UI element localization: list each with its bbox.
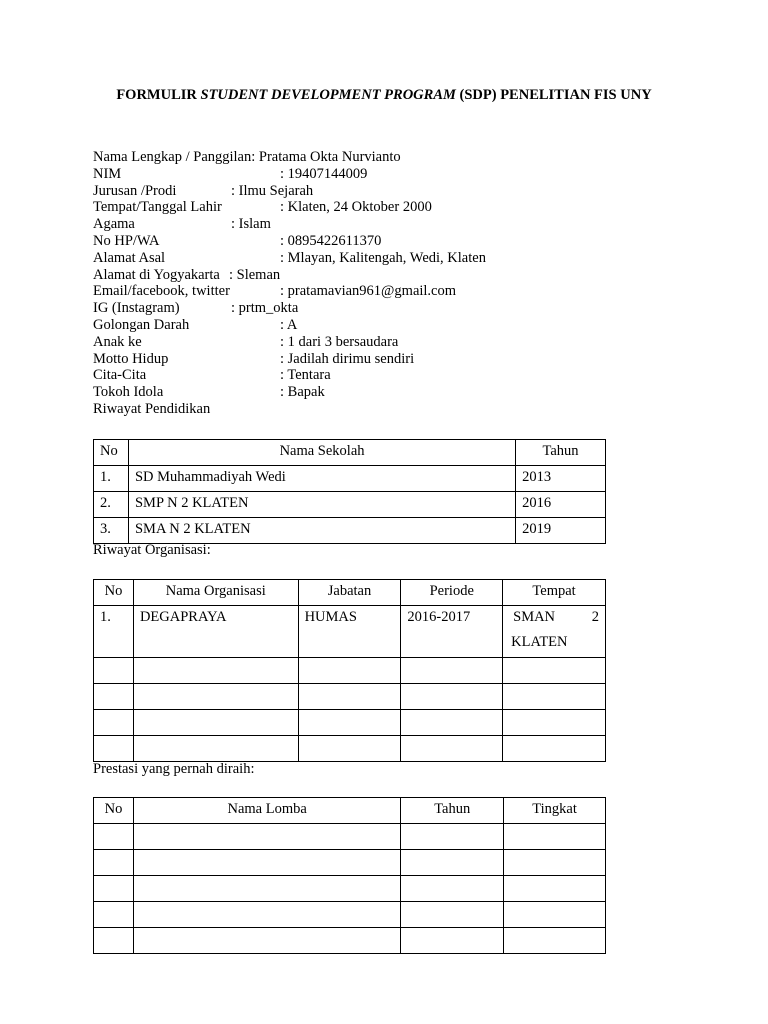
cell-school: SMA N 2 KLATEN [128, 518, 515, 544]
field-label: NIM [93, 165, 122, 182]
field-row [93, 267, 693, 284]
table-row [94, 824, 606, 850]
place-line: KLATEN [511, 634, 568, 650]
header-cell: Tempat [503, 580, 606, 606]
table-row [94, 492, 606, 518]
field-value: : Tentara [280, 367, 331, 384]
achievements-heading: Prestasi yang pernah diraih: [93, 761, 255, 777]
header-cell: Nama Lomba [133, 798, 400, 824]
cell-no: 1. [94, 606, 134, 658]
education-table [93, 439, 606, 544]
field-row [93, 300, 693, 317]
field-label: Golongan Darah [93, 316, 190, 333]
place-word: SMAN [513, 609, 556, 625]
field-row [93, 233, 693, 250]
field-value: : Islam [231, 216, 271, 233]
title-prefix: FORMULIR [116, 87, 201, 103]
field-value: : Bapak [280, 384, 325, 401]
table-row [94, 902, 606, 928]
cell-school: SMP N 2 KLATEN [128, 492, 515, 518]
field-row [93, 401, 693, 418]
field-label: No HP/WA [93, 232, 160, 249]
cell-org-name: DEGAPRAYA [133, 606, 298, 658]
table-row [94, 606, 606, 658]
field-label: Motto Hidup [93, 350, 169, 367]
field-value: : Klaten, 24 Oktober 2000 [280, 199, 432, 216]
place-number: 2 [591, 609, 599, 625]
field-row [93, 216, 693, 233]
field-value: : Ilmu Sejarah [231, 182, 314, 199]
field-row [93, 384, 693, 401]
form-title [0, 87, 768, 104]
table-row [94, 850, 606, 876]
cell-no: 3. [94, 518, 129, 544]
header-cell: No [94, 580, 134, 606]
table-row [94, 876, 606, 902]
field-label: Alamat di Yogyakarta [93, 266, 220, 283]
field-row [93, 183, 693, 200]
field-label: Riwayat Pendidikan [93, 400, 211, 417]
organization-heading: Riwayat Organisasi: [93, 542, 211, 558]
cell-no: 1. [94, 466, 129, 492]
field-row [93, 166, 693, 183]
field-value: : Mlayan, Kalitengah, Wedi, Klaten [280, 249, 486, 266]
cell-year: 2013 [516, 466, 606, 492]
cell-year: 2019 [516, 518, 606, 544]
header-cell: No [94, 798, 134, 824]
organization-table [93, 579, 606, 762]
field-row [93, 317, 693, 334]
title-italic: STUDENT DEVELOPMENT PROGRAM [200, 87, 456, 103]
field-row [93, 334, 693, 351]
place-line [513, 606, 599, 628]
cell-year: 2016 [516, 492, 606, 518]
field-label: Tempat/Tanggal Lahir [93, 199, 222, 216]
field-row [93, 367, 693, 384]
field-label: IG (Instagram) [93, 300, 180, 317]
cell-no: 2. [94, 492, 129, 518]
field-label: Alamat Asal [93, 249, 166, 266]
field-value: : Sleman [229, 266, 281, 283]
header-cell: Tahun [516, 440, 606, 466]
field-value: : prtm_okta [231, 300, 299, 317]
table-row [94, 518, 606, 544]
table-row [94, 710, 606, 736]
field-value: : pratamavian961@gmail.com [280, 283, 457, 300]
table-row [94, 466, 606, 492]
field-row [93, 283, 693, 300]
field-label: Anak ke [93, 333, 142, 350]
field-row [93, 250, 693, 267]
cell-school: SD Muhammadiyah Wedi [128, 466, 515, 492]
cell-position: HUMAS [298, 606, 401, 658]
table-row [94, 736, 606, 762]
header-cell: Nama Sekolah [128, 440, 515, 466]
achievements-table [93, 797, 606, 954]
field-row [93, 149, 693, 166]
cell-period: 2016-2017 [401, 606, 503, 658]
field-label: Tokoh Idola [93, 384, 164, 401]
cell-place [503, 606, 606, 658]
field-label: Nama Lengkap / Panggilan: Pratama Okta Nurvianto [93, 149, 401, 165]
header-cell: Jabatan [298, 580, 401, 606]
field-label: Agama [93, 216, 135, 233]
table-header-row [94, 440, 606, 466]
field-value: : 1 dari 3 bersaudara [280, 333, 399, 350]
header-cell: Tahun [401, 798, 504, 824]
field-value: : 0895422611370 [280, 232, 382, 249]
field-label: Jurusan /Prodi [93, 182, 177, 199]
table-row [94, 658, 606, 684]
table-row [94, 928, 606, 954]
field-value: : Jadilah dirimu sendiri [280, 350, 415, 367]
field-label: Email/facebook, twitter [93, 283, 230, 300]
field-value: : 19407144009 [280, 165, 368, 182]
table-row [94, 684, 606, 710]
field-label: Cita-Cita [93, 367, 147, 384]
field-row [93, 351, 693, 368]
table-header-row [94, 580, 606, 606]
header-cell: Tingkat [504, 798, 606, 824]
field-value: : A [280, 316, 298, 333]
biodata-fields [93, 149, 693, 418]
header-cell: No [94, 440, 129, 466]
header-cell: Nama Organisasi [133, 580, 298, 606]
title-suffix: (SDP) PENELITIAN FIS UNY [455, 87, 652, 103]
header-cell: Periode [401, 580, 503, 606]
table-header-row [94, 798, 606, 824]
field-row [93, 199, 693, 216]
